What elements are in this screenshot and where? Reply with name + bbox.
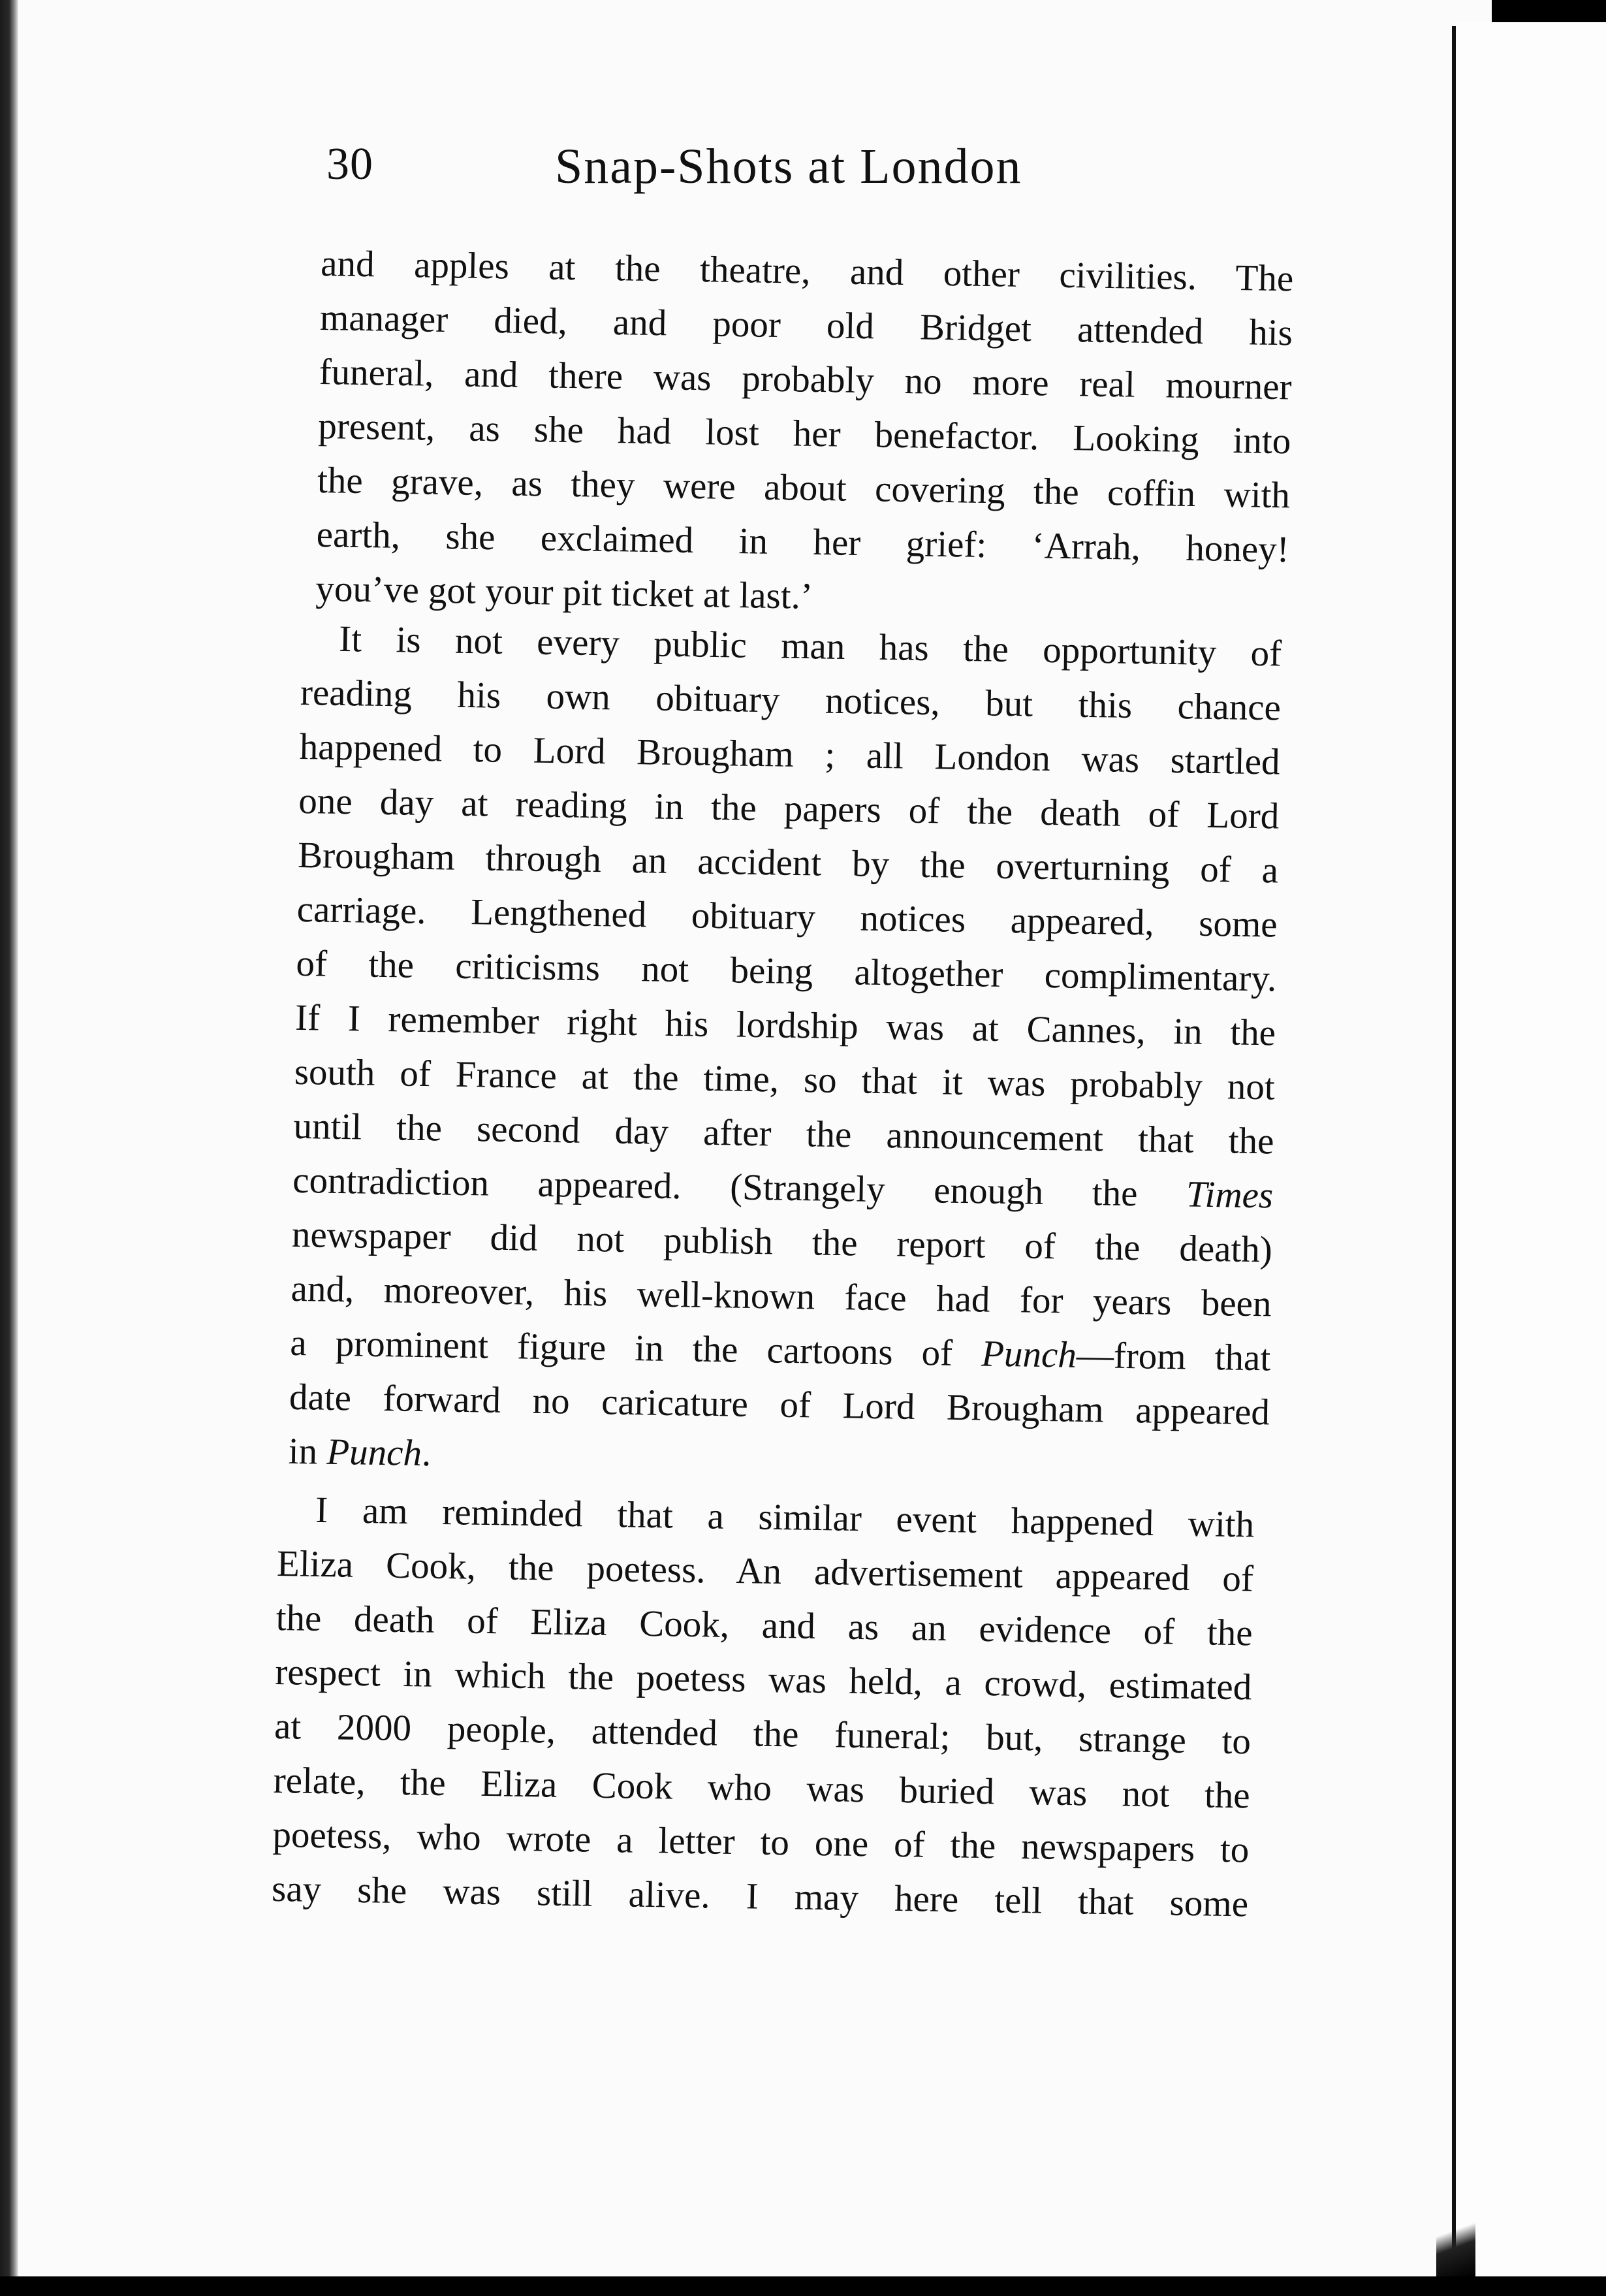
text-line: you’ve got your pit ticket at last.’ (315, 567, 813, 617)
text-line: It is not every public man has the opportunity of (338, 618, 1282, 675)
scan-border-top (1492, 0, 1606, 22)
italic-title-punch: Punch (326, 1431, 422, 1475)
paragraph-2 (288, 611, 1282, 1493)
text-line: one day at reading in the papers of the death of Lord (298, 780, 1280, 837)
scan-border-bottom (0, 2276, 1606, 2296)
text-segment: contradiction appeared. (Strangely enough the (292, 1159, 1187, 1215)
text-line: and, moreover, his well-known face had for years been (291, 1268, 1272, 1325)
text-line: the death of Eliza Cook, and as an evidence of the (276, 1597, 1253, 1654)
text-line: present, as she had lost her benefactor. Looking into (317, 405, 1291, 462)
text-line: If I remember right his lordship was at Cannes, in the (294, 997, 1276, 1054)
page-header (326, 138, 1371, 210)
text-line: reading his own obituary notices, but this chance (300, 671, 1282, 729)
paragraph-3 (272, 1482, 1255, 1931)
paragraph-1 (315, 236, 1294, 631)
text-line: happened to Lord Brougham ; all London was startled (299, 725, 1281, 783)
text-line: respect in which the poetess was held, a crowd, estimated (274, 1651, 1252, 1708)
text-line: I am reminded that a similar event happened with (315, 1489, 1255, 1546)
text-line: date forward no caricature of Lord Brougham appeared (289, 1376, 1270, 1433)
text-line: the grave, as they were about covering the coffin with (317, 459, 1291, 517)
scan-corner-shadow (1436, 2201, 1475, 2276)
text-line: earth, she exclaimed in her grief: ‘Arrah, honey! (316, 513, 1290, 571)
text-line: of the criticisms not being altogether complimentary. (296, 942, 1277, 1000)
text-line: south of France at the time, so that it was probably not (294, 1051, 1276, 1108)
running-title: Snap-Shots at London (555, 139, 1022, 194)
text-line: poetess, who wrote a letter to one of the newspapers to (272, 1813, 1250, 1871)
text-segment: . (421, 1433, 432, 1475)
text-line: manager died, and poor old Bridget attended his (319, 296, 1293, 354)
adjacent-page-edge (1456, 22, 1606, 2296)
text-line: Eliza Cook, the poetess. An advertisement appeared of (276, 1542, 1254, 1600)
text-line: Brougham through an accident by the overturning of a (297, 834, 1279, 891)
text-line: funeral, and there was probably no more real mourner (319, 351, 1293, 408)
text-line: newspaper did not publish the report of the death) (291, 1213, 1273, 1271)
text-line: relate, the Eliza Cook who was buried was not the (273, 1759, 1251, 1817)
text-segment: —from that (1076, 1334, 1271, 1379)
book-spine-shadow (0, 0, 18, 2296)
text-segment: a prominent figure in the cartoons of (289, 1322, 982, 1375)
text-segment: in (288, 1430, 327, 1473)
page-edge-line (1452, 26, 1456, 2272)
text-line: say she was still alive. I may here tell that some (271, 1868, 1249, 1925)
text-line: carriage. Lengthened obituary notices appeared, some (296, 888, 1278, 946)
italic-title-punch: Punch (981, 1333, 1077, 1376)
text-line: and apples at the theatre, and other civilities. The (320, 242, 1294, 300)
text-line: at 2000 people, attended the funeral; but, strange to (274, 1705, 1252, 1762)
text-line: until the second day after the announcement that the (293, 1105, 1274, 1162)
italic-title-times: Times (1186, 1173, 1274, 1217)
page-number: 30 (326, 139, 373, 189)
